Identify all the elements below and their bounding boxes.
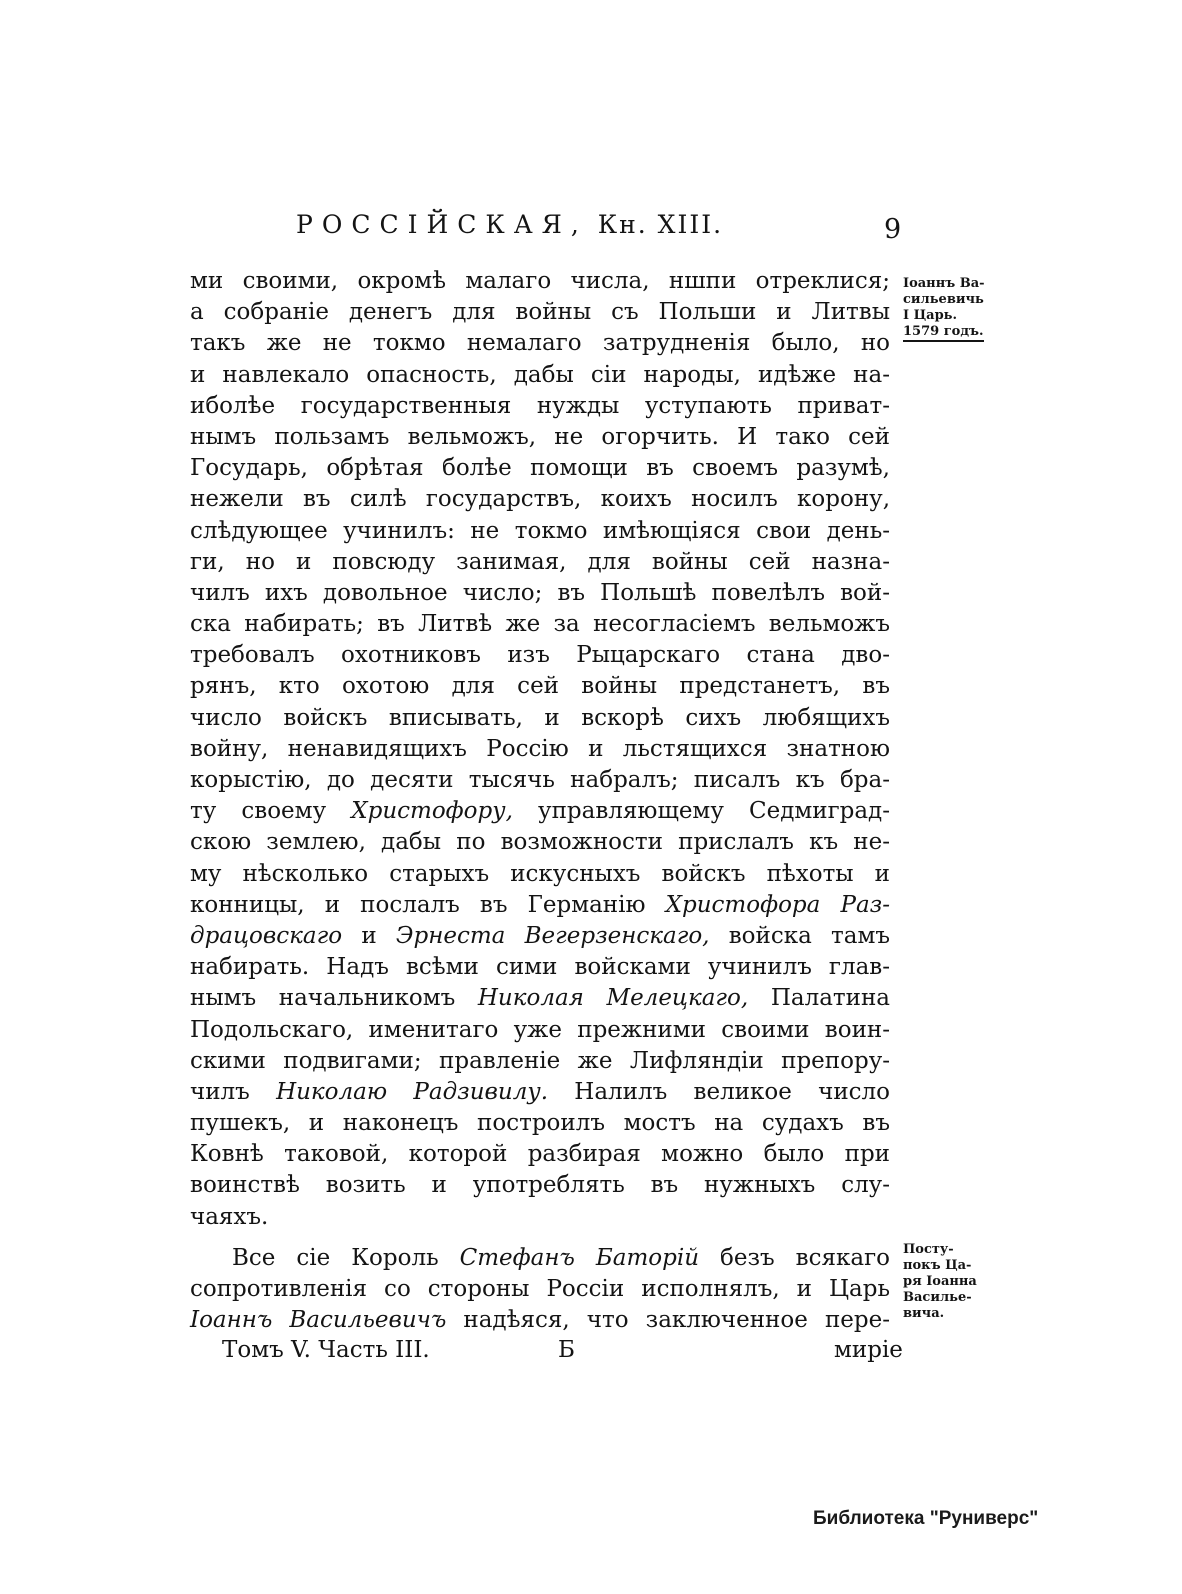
margin-note-line: вича. xyxy=(903,1306,945,1321)
text-line xyxy=(190,983,890,1014)
paragraph-1 xyxy=(190,266,890,1233)
footer-signature: Б xyxy=(558,1337,575,1363)
italic-name: Iоаннъ Васильевичъ xyxy=(190,1307,447,1334)
text-line xyxy=(190,703,890,734)
text-line xyxy=(190,516,890,547)
margin-note-line: сильевичь xyxy=(903,292,984,307)
text-line xyxy=(190,827,890,858)
text-segment: требовалъ охотниковъ изъ Рыцарскаго стана дво- xyxy=(190,642,890,669)
text-line xyxy=(190,1274,890,1305)
italic-name: драцовскаго xyxy=(190,922,343,949)
text-line xyxy=(190,453,890,484)
text-segment: чаяхъ. xyxy=(190,1203,269,1230)
text-line xyxy=(190,1015,890,1046)
text-segment: Ковнѣ таковой, которой разбирая можно было при xyxy=(190,1141,890,1168)
text-line xyxy=(190,1108,890,1139)
text-segment: нымъ начальникомъ xyxy=(190,985,478,1012)
text-segment: безъ всякаго xyxy=(699,1244,890,1271)
running-header xyxy=(296,210,723,239)
header-title: РОССІЙСКАЯ, xyxy=(296,210,588,239)
text-segment: скими подвигами; правленiе же Лифляндiи препору- xyxy=(190,1047,890,1074)
text-segment: управляющему Седмиград- xyxy=(512,798,890,825)
footer-catchword: мирiе xyxy=(834,1337,903,1363)
margin-note-line: покъ Ца- xyxy=(903,1258,972,1273)
text-line xyxy=(190,1077,890,1108)
margin-note-line: Iоаннъ Ва- xyxy=(903,276,985,291)
italic-name: Христофору, xyxy=(351,798,513,825)
text-line xyxy=(190,1046,890,1077)
text-segment: Подольскаго, именитаго уже прежними своими воин- xyxy=(190,1016,890,1043)
text-line xyxy=(190,1170,890,1201)
text-line xyxy=(190,1139,890,1170)
text-line xyxy=(190,765,890,796)
text-segment: конницы, и послалъ въ Германiю xyxy=(190,891,666,918)
library-watermark: Библиотека "Руниверс" xyxy=(813,1508,1039,1529)
margin-note-ioann xyxy=(903,276,985,340)
text-line xyxy=(190,484,890,515)
italic-name: Эрнеста Вегерзенскаго, xyxy=(395,922,710,949)
text-segment: число войскъ вписывать, и вскорѣ сихъ любящихъ xyxy=(190,704,890,731)
text-segment: ми своими, окромѣ малаго числа, ншпи отреклися; xyxy=(190,268,890,294)
text-segment: нымъ пользамъ вельможъ, не огорчить. И тако сей xyxy=(190,423,890,450)
text-segment: корыстiю, до десяти тысячь набралъ; писалъ къ бра- xyxy=(190,767,890,793)
margin-note-year: 1579 годъ. xyxy=(903,324,984,342)
footer-volume: Томъ V. Часть III. xyxy=(222,1337,430,1363)
text-line xyxy=(190,547,890,578)
text-line xyxy=(190,360,890,391)
text-line xyxy=(190,640,890,671)
text-segment: сопротивленiя со стороны Россiи исполнялъ, и Царь xyxy=(190,1276,890,1302)
text-line xyxy=(190,391,890,422)
text-segment: слѣдующее учинилъ: не токмо имѣющiяся свои день- xyxy=(190,517,890,544)
page-number: 9 xyxy=(884,214,902,245)
italic-name: Христофора Раз- xyxy=(665,891,890,918)
text-segment: ги, но и повсюду занимая, для войны сей назна- xyxy=(190,548,890,575)
text-line xyxy=(190,1243,890,1274)
margin-note-line: Посту- xyxy=(903,1242,954,1257)
text-line xyxy=(190,1202,890,1233)
text-segment: набирать. Надъ всѣми сими войсками учинилъ глав- xyxy=(190,954,890,981)
text-segment: рянъ, кто охотою для сей войны предстанетъ, въ xyxy=(190,673,890,700)
margin-note-line: I Царь. xyxy=(903,308,958,323)
text-line xyxy=(190,796,890,827)
text-segment: нежели въ силѣ государствъ, коихъ носилъ корону, xyxy=(190,486,890,513)
text-segment: му нѣсколько старыхъ искусныхъ войскъ пѣхоты и xyxy=(190,860,890,887)
text-line xyxy=(190,266,890,297)
text-line xyxy=(190,890,890,921)
text-segment: чилъ xyxy=(190,1078,277,1105)
header-book: Кн. XIII. xyxy=(597,210,724,239)
text-line xyxy=(190,671,890,702)
text-segment: и xyxy=(342,922,396,949)
text-segment: скою землею, дабы по возможности прислалъ къ не- xyxy=(190,829,890,856)
paragraph-2 xyxy=(190,1243,890,1337)
margin-note-line: ря Iоанна xyxy=(903,1274,977,1289)
text-segment: чилъ ихъ довольное число; въ Польшѣ повелѣлъ вой- xyxy=(190,579,890,606)
text-segment: Все сiе Король xyxy=(232,1244,460,1271)
text-line xyxy=(190,1305,890,1336)
text-segment: надѣяся, что заключенное пере- xyxy=(446,1307,890,1334)
italic-name: Николаю Радзивилу. xyxy=(276,1078,549,1105)
text-segment: Палатина xyxy=(748,985,891,1012)
margin-note-line: Василье- xyxy=(903,1290,972,1305)
text-line xyxy=(190,297,890,328)
main-text xyxy=(190,266,890,1336)
text-segment: а собранiе денегъ для войны съ Польши и Литвы xyxy=(190,299,890,326)
text-segment: ска набирать; въ Литвѣ же за несогласiемъ вельможъ xyxy=(190,611,890,638)
text-segment: такъ же не токмо немалаго затрудненiя было, но xyxy=(190,330,890,357)
text-segment: ту своему xyxy=(190,798,352,825)
text-line xyxy=(190,952,890,983)
text-segment: войну, ненавидящихъ Россiю и льстящихся знатною xyxy=(190,735,890,762)
margin-note-postupok xyxy=(903,1242,977,1322)
text-segment: иболѣе государственныя нужды уступають приват- xyxy=(190,392,890,419)
text-line xyxy=(190,921,890,952)
text-line xyxy=(190,328,890,359)
italic-name: Стефанъ Баторiй xyxy=(459,1244,700,1271)
text-line xyxy=(190,609,890,640)
text-segment: Налилъ великое число xyxy=(548,1078,890,1105)
text-line xyxy=(190,859,890,890)
text-line xyxy=(190,734,890,765)
text-line xyxy=(190,422,890,453)
text-segment: воинствѣ возить и употреблять въ нужныхъ слу- xyxy=(190,1172,890,1199)
text-segment: и навлекало опасность, дабы сiи народы, идѣже на- xyxy=(190,361,890,388)
text-segment: войска тамъ xyxy=(709,922,891,949)
text-segment: пушекъ, и наконецъ построилъ мостъ на судахъ въ xyxy=(190,1110,890,1137)
text-line xyxy=(190,578,890,609)
text-segment: Государь, обрѣтая болѣе помощи въ своемъ разумѣ, xyxy=(190,455,890,482)
italic-name: Николая Мелецкаго, xyxy=(477,985,749,1012)
